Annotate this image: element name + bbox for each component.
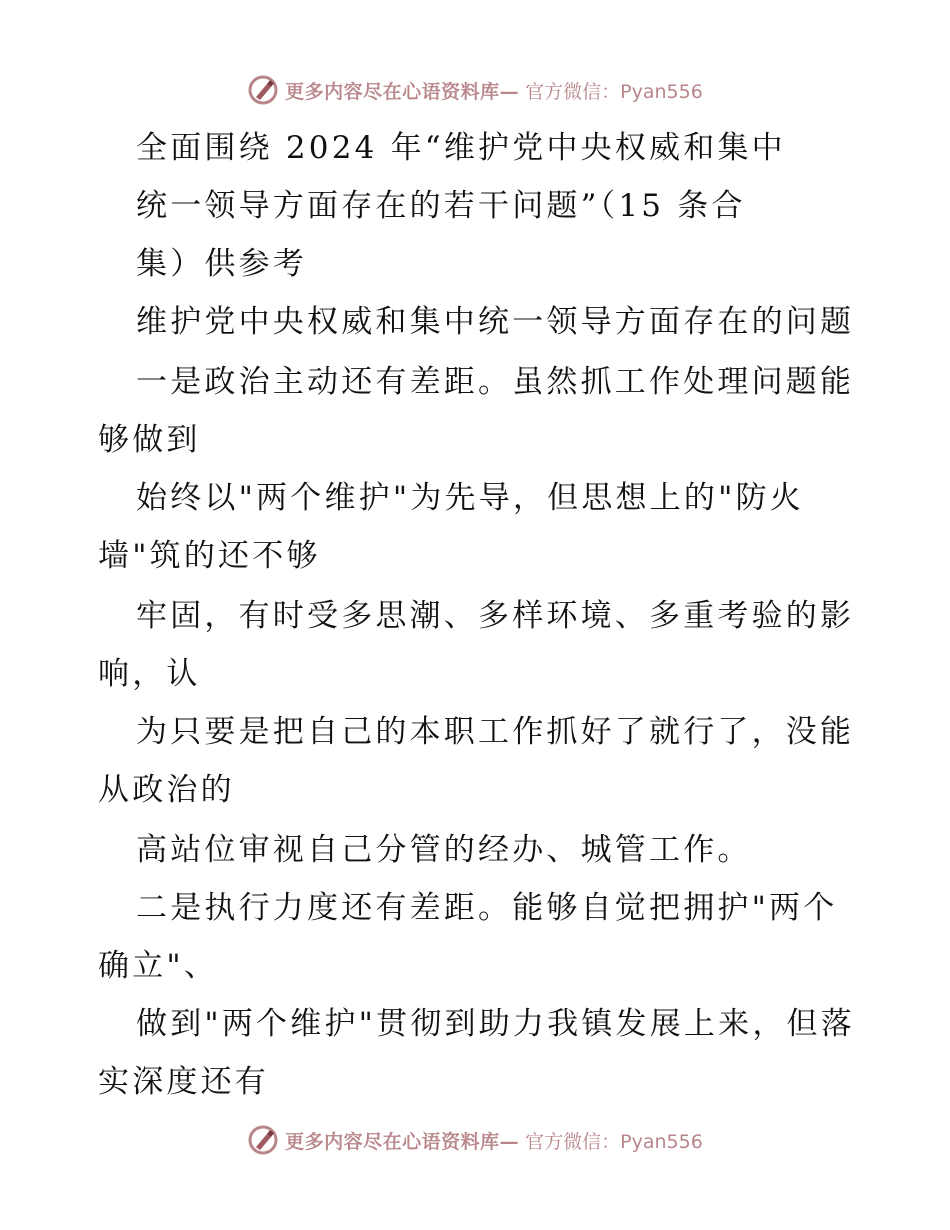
header-watermark [0, 70, 950, 110]
title-line-1: 全面围绕 2024 年“维护党中央权威和集中 [136, 130, 786, 166]
body-line: 从政治的 [98, 772, 235, 808]
body-line: 确立"、 [98, 948, 219, 984]
body-line: 始终以"两个维护"为先导，但思想上的"防火 [136, 480, 804, 516]
body-line: 一是政治主动还有差距。虽然抓工作处理问题能 [136, 364, 855, 400]
watermark-right-text: 官方微信：Pyan556 [525, 1130, 703, 1153]
body-line: 实深度还有 [98, 1064, 269, 1100]
title-line-2: 统一领导方面存在的若干问题”（15 条合 [136, 188, 746, 224]
body-line: 高站位审视自己分管的经办、城管工作。 [136, 832, 752, 868]
body-line: 够做到 [98, 422, 201, 458]
body-line: 墙"筑的还不够 [98, 538, 321, 574]
watermark-left-text: 更多内容尽在心语资料库— [285, 80, 520, 103]
body-line: 响，认 [98, 656, 201, 692]
pen-circle-logo-icon [247, 1124, 279, 1156]
watermark-left-text: 更多内容尽在心语资料库— [285, 1130, 520, 1153]
title-line-3: 集）供参考 [136, 246, 307, 282]
body-line: 牢固，有时受多思潮、多样环境、多重考验的影 [136, 598, 855, 634]
body-line: 二是执行力度还有差距。能够自觉把拥护"两个 [136, 890, 838, 926]
footer-watermark [0, 1120, 950, 1160]
body-line: 维护党中央权威和集中统一领导方面存在的问题 [136, 304, 855, 340]
pen-circle-logo-icon [247, 74, 279, 106]
watermark-right-text: 官方微信：Pyan556 [525, 80, 703, 103]
body-line: 为只要是把自己的本职工作抓好了就行了，没能 [136, 714, 855, 750]
body-line: 做到"两个维护"贯彻到助力我镇发展上来，但落 [136, 1006, 855, 1042]
